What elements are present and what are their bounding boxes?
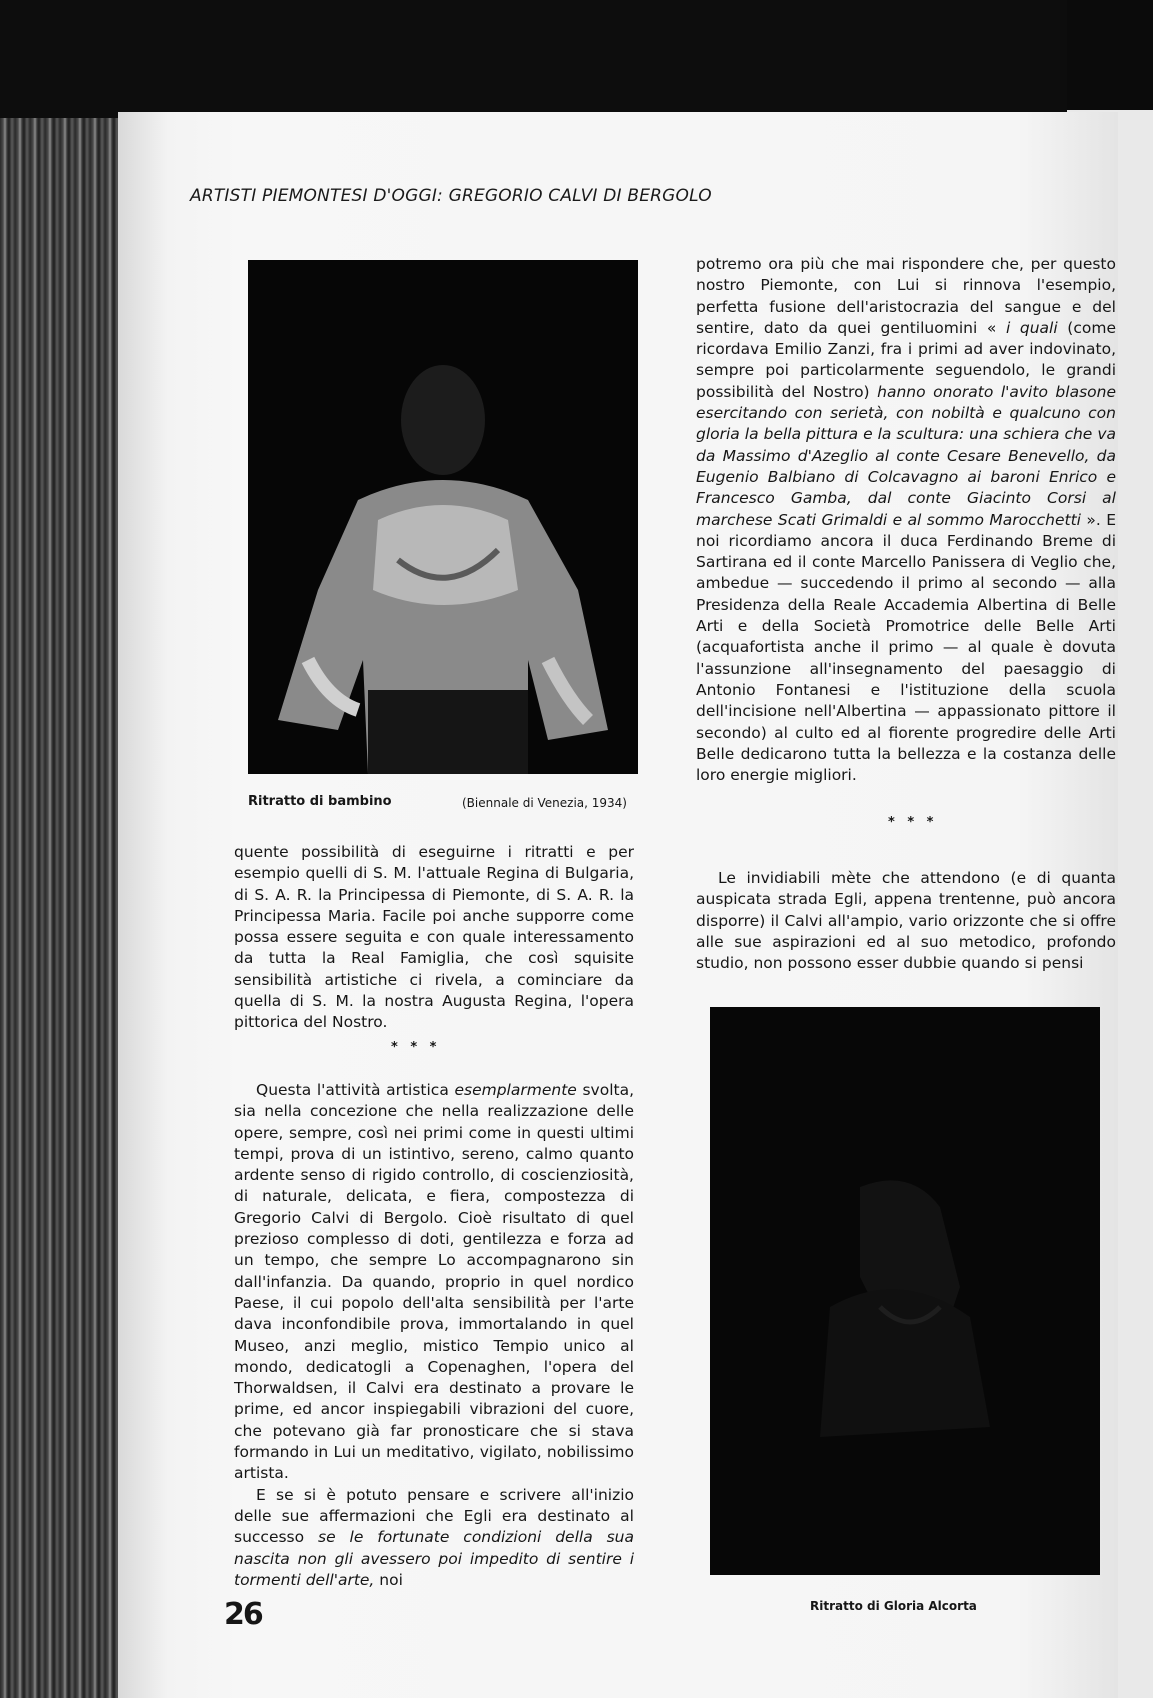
- right-p1-a: potremo ora più che mai rispondere che, per questo nostro Piemonte, con Lui si rinnova l'esempio, perfetta fusione dell'aristocrazia del sangue e del sentire, dato da quei gentiluomini «: [696, 255, 1116, 337]
- page-number: 26: [224, 1597, 262, 1632]
- scan-dark-top: [0, 0, 1153, 118]
- portrait-child-image: [248, 260, 638, 774]
- running-header: ARTISTI PIEMONTESI D'OGGI: GREGORIO CALVI DI BERGOLO: [190, 186, 712, 206]
- right-paragraph-1: [696, 254, 1116, 786]
- right-p1-quote: hanno onorato l'avito blasone esercitando con serietà, con nobiltà e qualcuno con gloria la bella pittura e la scultura: una schiera che va da Massimo d'Azeglio al conte Cesare Benevello, da Eugenio Balbiano di Colcavagno ai baroni Enrico e Francesco Gamba, dal conte Giacinto Corsi al marchese Scati Grimaldi e al sommo Marocchetti: [696, 382, 1116, 529]
- paragraph2-end: noi: [374, 1570, 403, 1589]
- paragraph1-start: Questa l'attività artistica: [256, 1081, 455, 1099]
- figure2-caption-title: Ritratto di Gloria Alcorta: [810, 1599, 977, 1613]
- right-column-top: [696, 254, 1116, 786]
- paragraph2-start: E se si è potuto pensare e scrivere all'inizio delle sue affermazioni che Egli era destinato al successo: [234, 1485, 634, 1547]
- section-separator-right: * * *: [888, 815, 938, 830]
- right-column-bottom: [696, 868, 1116, 974]
- section-separator-left: * * *: [391, 1040, 441, 1055]
- right-paragraph-2: Le invidiabili mète che attendono (e di quanta auspicata strada Egli, appena trentenne, può ancora disporre) il Calvi all'ampio, vario orizzonte che si offre alle sue aspirazioni ed al suo metodico, profondo studio, non possono esser dubbie quando si pensi: [696, 869, 1116, 973]
- left-paragraph-1: [234, 1080, 634, 1485]
- magazine-page: [118, 112, 1118, 1698]
- scan-dark-corner: [1067, 0, 1153, 110]
- figure1-caption-title: Ritratto di bambino: [248, 794, 392, 809]
- right-p1-e: ». E noi ricordiamo ancora il duca Ferdinando Breme di Sartirana ed il conte Marcello Panissera di Veglio che, ambedue — succedendo il primo al secondo — alla Presidenza della Reale Accademia Albertina di Belle Arti e della Società Promotrice delle Belle Arti (acquafortista anche il primo — al quale è dovuta l'assunzione all'insegnamento del paesaggio di Antonio Fontanesi e l'istituzione della scuola dell'incisione nell'Albertina — appassionato pittore il secondo) al culto ed al fiorente progredire delle Arti Belle dedicarono tutta la bellezza e la costanza delle loro energie migliori.: [696, 510, 1116, 785]
- paragraph2-emphasis: se le fortunate condizioni della sua nascita non gli avessero poi impedito di sentire i tormenti dell'arte,: [234, 1528, 634, 1589]
- portrait-photo-child: [248, 260, 638, 774]
- portrait-photo-gloria-alcorta: [710, 1007, 1100, 1575]
- paragraph1-emphasis: esemplarmente: [454, 1081, 577, 1099]
- figure1-caption-source: (Biennale di Venezia, 1934): [462, 796, 627, 810]
- left-paragraph-2: [234, 1485, 634, 1591]
- right-p1-c: (come ricordava Emilio Zanzi, fra i primi ad aver indovinato, sempre poi particolarmente seguendolo, le grandi possibilità del Nostro): [696, 318, 1116, 401]
- portrait-gloria-image: [710, 1007, 1100, 1575]
- right-p1-b: i quali: [1005, 318, 1058, 337]
- left-column-main: [234, 1080, 634, 1591]
- paragraph1-rest: svolta, sia nella concezione che nella realizzazione delle opere, sempre, così nei primi come in questi ultimi tempi, prova di un istintivo, sereno, calmo quanto ardente senso di rigido controllo, di coscienziosità, di naturale, delicata, e fiera, compostezza di Gregorio Calvi di Bergolo. Cioè risultato di quel prezioso complesso di doti, gentilezza e forza ad un tempo, che sempre Lo accompagnarono sin dall'infanzia. Da quando, proprio in quel nordico Paese, il cui popolo dell'alta sensibilità per l'arte dava inconfondibile prova, immortalando in quel Museo, anzi meglio, mistico Tempio unico al mondo, dedicatogli a Copenaghen, l'opera del Thorwaldsen, il Calvi era destinato a provare le prime, ed ancor inspiegabili vibrazioni del cuore, che potevano già far pronosticare che si stava formando in Lui un meditativo, vigilato, nobilissimo artista.: [234, 1081, 634, 1483]
- left-continuation-paragraph: quente possibilità di eseguirne i ritratti e per esempio quelli di S. M. l'attuale Regina di Bulgaria, di S. A. R. la Principessa di Piemonte, di S. A. R. la Principessa Maria. Facile poi anche supporre come possa essere seguita e con quale interessamento da tutta la Real Famiglia, che così squisite sensibilità artistiche ci rivela, a cominciare da quella di S. M. la nostra Augusta Regina, l'opera pittorica del Nostro.: [234, 843, 634, 1032]
- left-column-continuation: [234, 842, 634, 1034]
